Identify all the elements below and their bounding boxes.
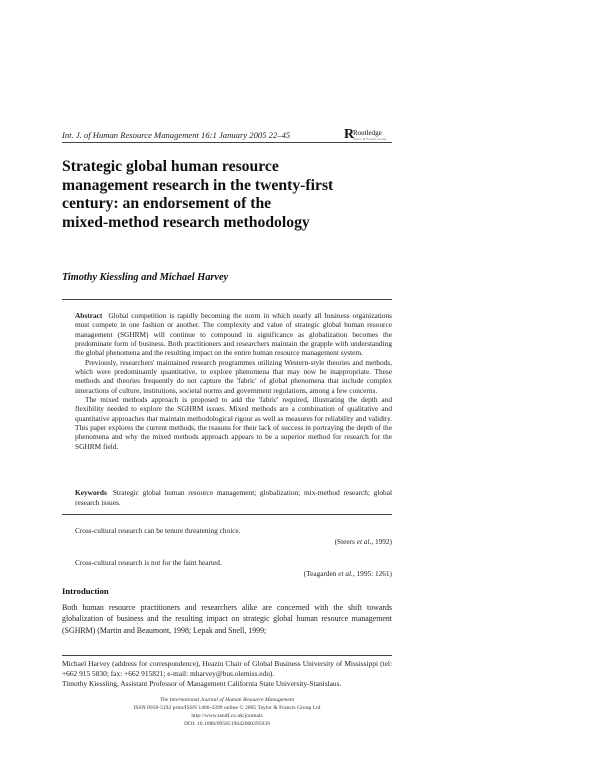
footnote-line: Michael Harvey (address for correspondence), Heazin Chair of Global Business University of Mississippi (tel: +662 915 5830; fax: +662 915821; e-mail: mharvey@bus.olemiss.edu). [62,659,392,678]
journal-citation: Int. J. of Human Resource Management 16:1 January 2005 22–45 [62,130,291,140]
title-line: Strategic global human resource [62,158,279,175]
introduction-paragraph: Both human resource practitioners and researchers alike are concerned with the shift towards globalization of business and the resulting impact on strategic global human resource management (SGHRM) (Martin and Beaumont, 1998; Lepak and Snell, 1999; [62,603,392,635]
keywords-label: Keywords [75,488,107,497]
abstract [75,311,392,451]
correspondence-footnote [62,659,392,688]
title-line: mixed-method research methodology [62,213,310,231]
article-authors: Timothy Kiessling and Michael Harvey [62,272,229,283]
epigraph-quote: Cross-cultural research can be tenure threatening choice. [75,526,241,535]
epigraph-quote: Cross-cultural research is not for the faint hearted. [75,558,222,567]
abstract-label: Abstract [75,311,103,320]
journal-url: http://www.tandf.co.uk/journals [191,713,263,720]
publication-info [62,696,392,728]
section-heading: Introduction [62,586,109,596]
title-line: century: an endorsement of the [62,195,272,212]
keywords [75,488,392,507]
footnote-line: Timothy Kiessling, Assistant Professor of Management California State University-Stanislaus. [62,678,342,688]
article-title [62,158,392,232]
journal-name: The International Journal of Human Resource Management [159,697,295,703]
footnote-rule [62,655,392,656]
keywords-rule [62,514,392,515]
abstract-rule [62,299,392,300]
issn-line: ISSN 0958-5192 print/ISSN 1466-4399 online © 2005 Taylor & Francis Group Ltd [133,705,321,712]
keywords-text: Strategic global human resource management; globalization; mix-method research; global research issues. [75,488,392,507]
publisher-logo-name: Routledge [353,129,382,137]
publisher-logo-mark: R [344,127,355,142]
doi-line: DOI: 10.1080/0958519042000295939 [184,721,270,728]
publisher-logo [344,128,394,142]
abstract-paragraph: The mixed methods approach is proposed to add the 'fabric' required, illustrating the depth and flexibility needed to explore the SGHRM issues. Mixed methods are a combination of qualitative and quantitative approaches that maintain methodological rigour as well as measures for reliability and validity. This paper explores the current methods, the reasons for their lack of success in portraying the depth of the phenomena and why the mixed methods approach appears to be a superior method for research for the SGHRM field. [75,395,392,451]
abstract-paragraph: Global competition is rapidly becoming the norm in which nearly all business organizations must compete in one fashion or another. The complexity and value of strategic global human resource management (SGHRM) will continue to compound in significance as globalization becomes the predominate form of business. Both practitioners and researchers maintain the grapple with understanding the global phenomena and the resulting impact on the entire human resource management system. [75,311,392,358]
abstract-paragraph: Previously, researchers' maintained research programmes utilizing Western-style theories and methods, which were predominantly quantitative, to explore phenomena that may now be inappropriate. These methods and theories frequently do not capture the 'fabric' of global phenomena that include complex interactions of culture, institutions, societal norms and government regulations, among a few concerns. [75,357,392,395]
epigraph-source: (Steers et al., 1992) [334,537,392,546]
publisher-logo-sub: Taylor & Francis Group [353,137,387,141]
header-rule [62,142,392,143]
introduction-text [62,602,392,636]
epigraph-source: (Teagarden et al., 1995: 1261) [303,569,392,578]
title-line: management research in the twenty-first [62,176,334,194]
